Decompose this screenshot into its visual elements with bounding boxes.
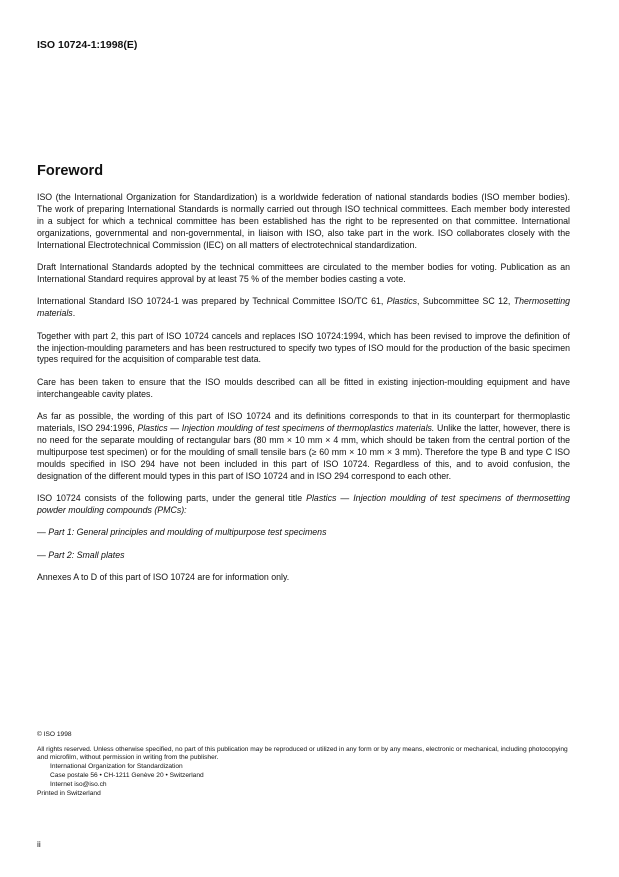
copyright-line: © ISO 1998 [37, 731, 72, 738]
paragraph-iso-intro: ISO (the International Organization for Standardization) is a worldwide federation of national standards bodies (ISO member bodies). The work of preparing International Standards is normally carried out through ISO technical committees. Each member body interested in a subject for which a technical committee has been established has the right to be represented on that committee. International organizations, governmental and non-governmental, in liaison with ISO, also take part in the work. ISO collaborates closely with the International Electrotechnical Commission (IEC) on all matters of electrotechnical standardization. [37, 192, 570, 250]
italic-run: Thermosetting materials [37, 296, 570, 319]
org-name: International Organization for Standardization [50, 763, 183, 771]
italic-run: Plastics [386, 296, 418, 307]
italic-run: Plastics — Injection moulding of test specimens of thermosetting powder moulding compounds (PMCs): [37, 493, 570, 516]
rights-statement: All rights reserved. Unless otherwise specified, no part of this publication may be reproduced or utilized in any form or by any means, electronic or mechanical, including photocopying and microfilm, without permission in writing from the publisher. [37, 745, 568, 762]
list-item-part-2 [37, 550, 570, 562]
page-number: ii [37, 839, 41, 849]
org-address: Case postale 56 • CH-1211 Genève 20 • Switzerland [50, 771, 204, 779]
printed-in: Printed in Switzerland [37, 790, 101, 798]
text-run: As far as possible, the wording of this part of ISO 10724 and its definitions corresponds to that in its counterpart for thermoplastic materials, ISO 294:1996, [37, 411, 570, 434]
copyright-footer [37, 731, 577, 799]
text-run: . [72, 308, 76, 319]
paragraph-committee [37, 296, 570, 320]
paragraph-care: Care has been taken to ensure that the ISO moulds described can all be fitted in existing injection-moulding equipment and have interchangeable cavity plates. [37, 376, 570, 399]
italic-run: Part 1: General principles and moulding of multipurpose test specimens [48, 527, 327, 538]
paragraph-wording [37, 411, 570, 482]
paragraph-replaces: Together with part 2, this part of ISO 10724 cancels and replaces ISO 10724:1994, which has been revised to improve the definition of the injection-moulding parameters and has been restructured to specify two types of ISO mould for the production of the basic specimen types required for the acquisition of comparable test data. [37, 330, 570, 365]
paragraph-annexes: Annexes A to D of this part of ISO 10724 are for information only. [37, 572, 290, 583]
dash-marker: — [37, 527, 49, 538]
text-run: International Standard ISO 10724-1 was prepared by Technical Committee ISO/TC 61, [37, 296, 387, 307]
text-run: , Subcommittee SC 12, [417, 296, 514, 307]
paragraph-parts [37, 493, 570, 517]
text-run: Unlike the latter, however, there is no need for the separate moulding of rectangular bars (80 mm × 10 mm × 4 mm, which should be taken from the central portion of the multipurpose test specimen) or for the moulding of small tensile bars (≥ 60 mm × 10 mm × 3 mm). Therefore the type B and type C ISO moulds specified in ISO 294 have not been included in this part of ISO 10724. Regardless of this, and to avoid confusion, the designation of the different mould types in this part of ISO 10724 and in ISO 294 correspond to each other. [37, 423, 570, 481]
text-run: ISO 10724 consists of the following parts, under the general title [37, 493, 307, 504]
org-internet: Internet iso@iso.ch [50, 780, 107, 788]
dash-marker: — [37, 549, 49, 560]
document-header: ISO 10724-1:1998(E) [37, 39, 138, 51]
italic-run: Plastics — Injection moulding of test specimens of thermoplastics materials. [137, 423, 435, 434]
italic-run: Part 2: Small plates [48, 549, 125, 560]
page-title: Foreword [37, 163, 104, 179]
foreword-body [37, 192, 570, 595]
list-item-part-1 [37, 527, 570, 539]
paragraph-voting: Draft International Standards adopted by the technical committees are circulated to the member bodies for voting. Publication as an International Standard requires approval by at least 75 % of the member bodies casting a vote. [37, 262, 570, 284]
